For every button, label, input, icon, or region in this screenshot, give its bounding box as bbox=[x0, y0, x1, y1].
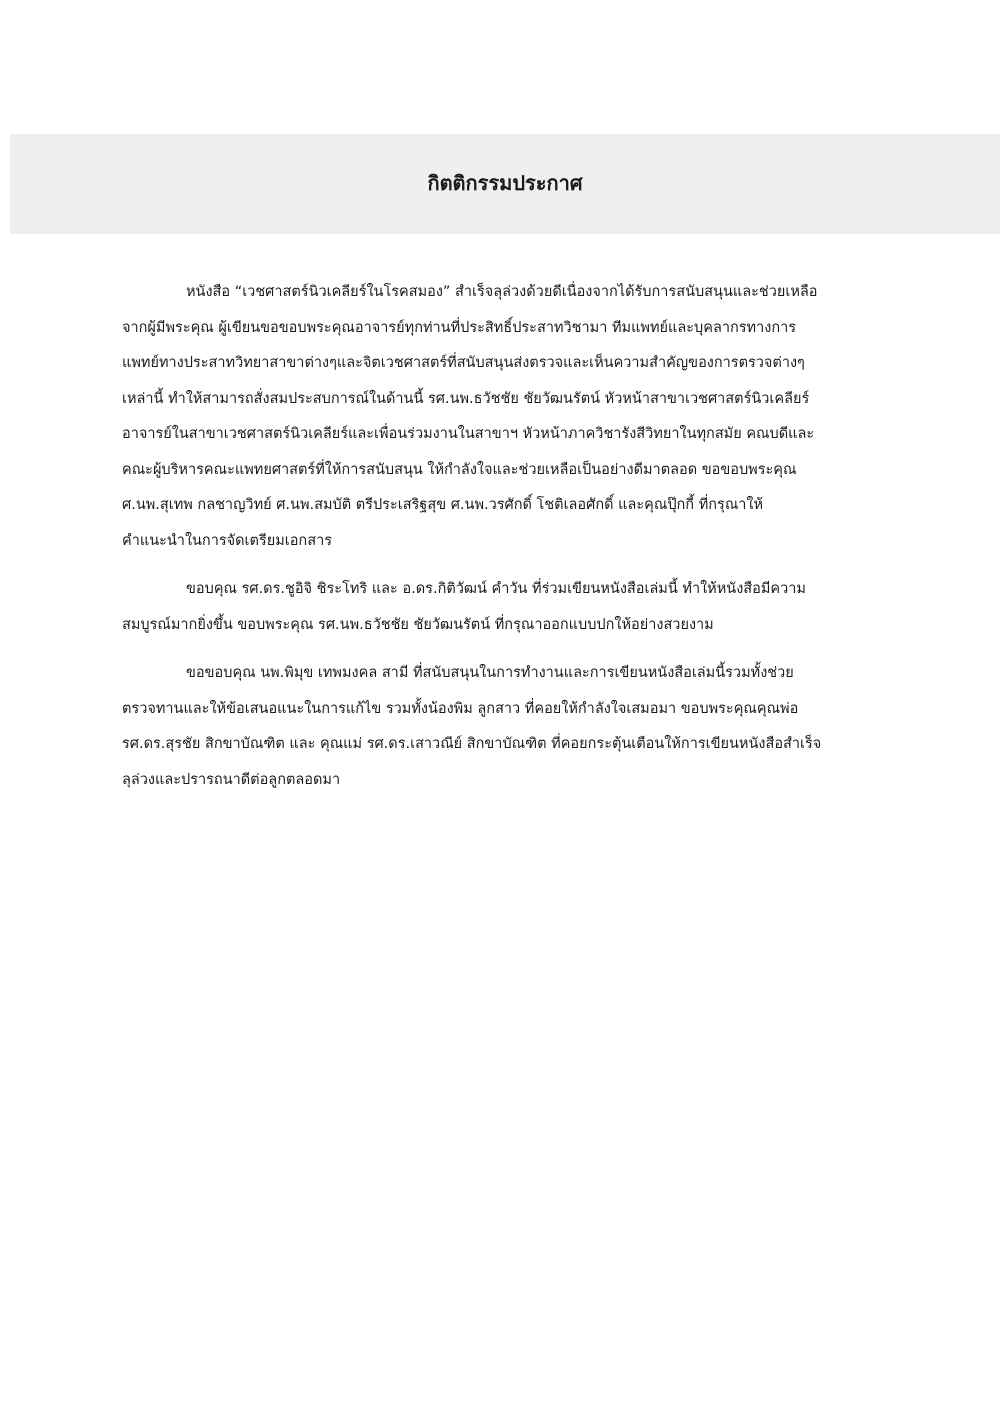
paragraph-line: คณะผู้บริหารคณะแพทยศาสตร์ที่ให้การสนับสนุน ให้กำลังใจและช่วยเหลือเป็นอย่างดีมาตลอด ขอขอบพระคุณ bbox=[122, 461, 797, 478]
paragraph-line: ตรวจทานและให้ข้อเสนอแนะในการแก้ไข รวมทั้งน้องพิม ลูกสาว ที่คอยให้กำลังใจเสมอมา ขอบพระคุณคุณพ่อ bbox=[122, 700, 799, 717]
paragraph-line: จากผู้มีพระคุณ ผู้เขียนขอขอบพระคุณอาจารย์ทุกท่านที่ประสิทธิ์ประสาทวิชามา ทีมแพทย์และบุคลากรทางการ bbox=[122, 319, 797, 336]
paragraph-line: รศ.ดร.สุรชัย สิกขาบัณฑิต และ คุณแม่ รศ.ดร.เสาวณีย์ สิกขาบัณฑิต ที่คอยกระตุ้นเตือนให้การเขียนหนังสือสำเร็จ bbox=[122, 736, 822, 752]
paragraph-line: หนังสือ “เวชศาสตร์นิวเคลียร์ในโรคสมอง” สำเร็จลุล่วงด้วยดีเนื่องจากได้รับการสนับสนุนและช่วยเหลือ bbox=[186, 284, 818, 300]
paragraph-family bbox=[122, 656, 910, 798]
paragraph-line: ขอบคุณ รศ.ดร.ชูอิจิ ชิระโทริ และ อ.ดร.กิติวัฒน์ คำวัน ที่ร่วมเขียนหนังสือเล่มนี้ ทำให้หนังสือมีความ bbox=[186, 581, 806, 597]
paragraph-line: ลุล่วงและปรารถนาดีต่อลูกตลอดมา bbox=[122, 771, 341, 788]
paragraph-acknowledgement-main bbox=[122, 275, 910, 559]
paragraph-line: เหล่านี้ ทำให้สามารถสั่งสมประสบการณ์ในด้านนี้ รศ.นพ.ธวัชชัย ชัยวัฒนรัตน์ หัวหน้าสาขาเวชศาสตร์นิวเคลียร์ bbox=[122, 390, 810, 407]
paragraph-line: คำแนะนำในการจัดเตรียมเอกสาร bbox=[122, 532, 332, 549]
paragraph-line: ศ.นพ.สุเทพ กลชาญวิทย์ ศ.นพ.สมบัติ ตรีประเสริฐสุข ศ.นพ.วรศักดิ์ โชติเลอศักดิ์ และคุณปุ๊กกี้ ที่กรุณาให้ bbox=[122, 497, 764, 513]
document-body bbox=[122, 275, 910, 811]
paragraph-line: แพทย์ทางประสาทวิทยาสาขาต่างๆและจิตเวชศาสตร์ที่สนับสนุนส่งตรวจและเห็นความสำคัญของการตรวจต่างๆ bbox=[122, 355, 805, 371]
paragraph-line: อาจารย์ในสาขาเวชศาสตร์นิวเคลียร์และเพื่อนร่วมงานในสาขาฯ หัวหน้าภาควิชารังสีวิทยาในทุกสมัย คณบดีและ bbox=[122, 426, 815, 442]
paragraph-coauthors bbox=[122, 572, 910, 643]
title-band bbox=[10, 134, 1000, 234]
page-title: กิตติกรรมประกาศ bbox=[427, 171, 583, 195]
paragraph-line: ขอขอบคุณ นพ.พิมุข เทพมงคล สามี ที่สนับสนุนในการทำงานและการเขียนหนังสือเล่มนี้รวมทั้งช่วย bbox=[186, 665, 794, 681]
paragraph-line: สมบูรณ์มากยิ่งขึ้น ขอบพระคุณ รศ.นพ.ธวัชชัย ชัยวัฒนรัตน์ ที่กรุณาออกแบบปกให้อย่างสวยงาม bbox=[122, 616, 714, 633]
